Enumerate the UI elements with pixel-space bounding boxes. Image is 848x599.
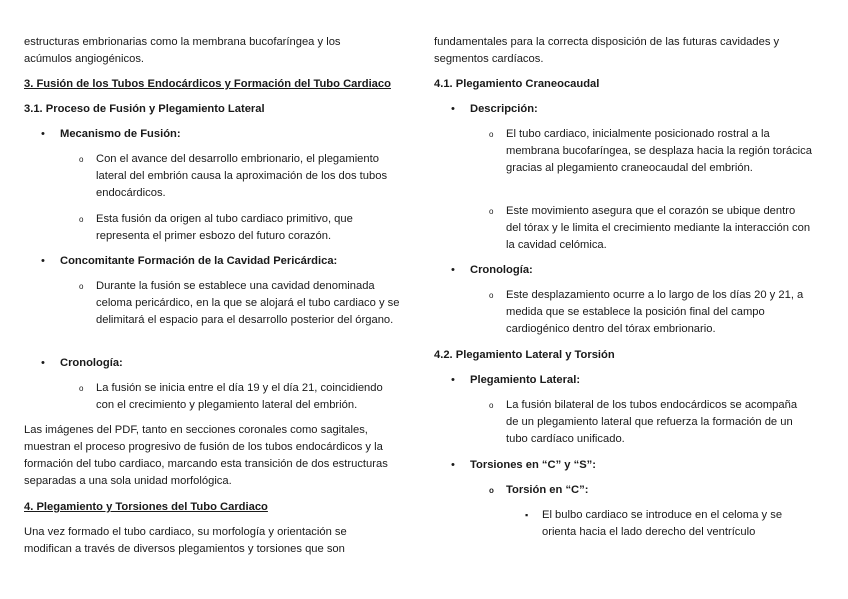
description-point-1: o El tubo cardiaco, inicialmente posicionado rostral a la membrana bucofaríngea, se desplaza hacia la región torácica gracias al plegamiento craneocaudal del embrión. [434,126,812,177]
chronology-point-1: o La fusión se inicia entre el día 19 y el día 21, coincidiendo con el crecimiento y plegamiento lateral del embrión. [24,380,402,414]
torsions-label: • Torsiones en “C” y “S”: [434,457,816,474]
lateral-label: • Plegamiento Lateral: [434,372,816,389]
section-4-1-heading: 4.1. Plegamiento Craneocaudal [434,78,600,90]
description-point-2: o Este movimiento asegura que el corazón se ubique dentro del tórax y le limita el crecimiento mediante la interacción con la cavidad celómica. [434,203,812,254]
description-label: • Descripción: [434,101,816,118]
mechanism-point-1: o Con el avance del desarrollo embrionario, el plegamiento lateral del embrión causa la aproximación de los dos tubos endocárdicos. [24,151,402,202]
lateral-point-1: o La fusión bilateral de los tubos endocárdicos se acompaña de un plegamiento lateral que refuerza la formación de un tubo cardíaco unificado. [434,397,812,448]
section-4-2-heading: 4.2. Plegamiento Lateral y Torsión [434,349,615,361]
chronology-point-1: o Este desplazamiento ocurre a lo largo de los días 20 y 21, a medida que se establece la posición final del campo cardiogénico dentro del tórax embrionario. [434,287,812,338]
torsion-c-point-1: ▪ El bulbo cardiaco se introduce en el celoma y se orienta hacia el lado derecho del ventrículo [434,507,812,541]
section-3-1-heading: 3.1. Proceso de Fusión y Plegamiento Lateral [24,103,265,115]
mechanism-label: • Mecanismo de Fusión: [24,126,402,143]
section-4-heading: 4. Plegamiento y Torsiones del Tubo Cardiaco [24,501,268,513]
section-4-intro: Una vez formado el tubo cardiaco, su morfología y orientación se modifican a través de diversos plegamientos y torsiones que son [24,526,347,555]
torsion-c-label: o Torsión en “C”: [434,482,812,499]
cavity-point-1: o Durante la fusión se establece una cavidad denominada celoma pericárdico, en la que se alojará el tubo cardiaco y se delimitará el espacio para el desarrollo posterior del órgano. [24,278,402,329]
continuation-text: estructuras embrionarias como la membrana bucofaríngea y los acúmulos angiogénicos. [24,36,341,65]
images-paragraph: Las imágenes del PDF, tanto en secciones coronales como sagitales, muestran el proceso progresivo de fusión de los tubos endocárdicos y la formación del tubo cardiaco, marcando esta transición de dos estructuras separadas a una sola unidad morfológica. [24,424,388,487]
chronology-label: • Cronología: [24,355,402,372]
continuation-text: fundamentales para la correcta disposición de las futuras cavidades y segmentos cardíacos. [434,36,780,65]
cavity-label: • Concomitante Formación de la Cavidad Pericárdica: [24,253,402,270]
chronology-label: • Cronología: [434,262,816,279]
section-3-heading: 3. Fusión de los Tubos Endocárdicos y Formación del Tubo Cardiaco [24,78,391,90]
mechanism-point-2: o Esta fusión da origen al tubo cardiaco primitivo, que representa el primer esbozo del futuro corazón. [24,211,402,245]
